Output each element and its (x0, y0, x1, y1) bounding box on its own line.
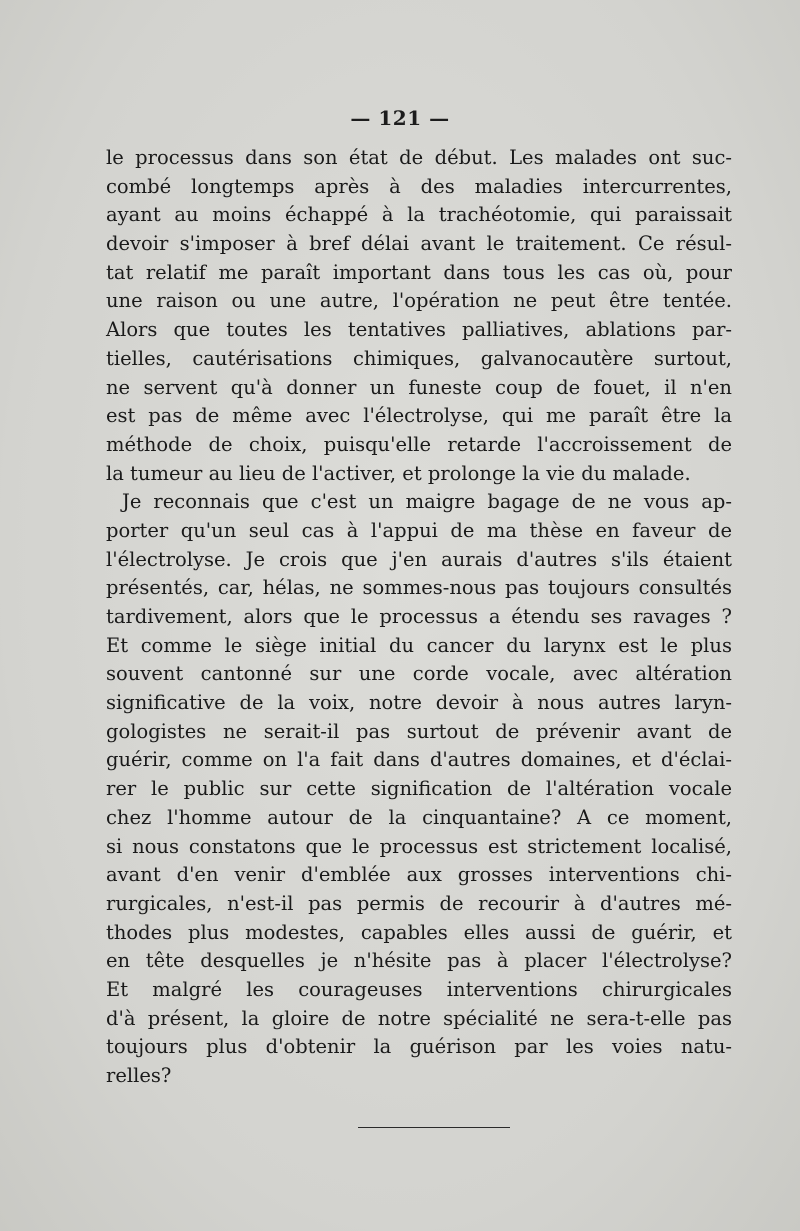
text-line: tat relatif me paraît important dans tous les cas où, pour (106, 260, 732, 284)
text-line: relles? (106, 1064, 172, 1087)
text-line: thodes plus modestes, capables elles aussi de guérir, et (106, 920, 732, 944)
body-text (106, 144, 732, 1091)
text-line: ayant au moins échappé à la trachéotomie, qui paraissait (106, 203, 732, 227)
text-line: le processus dans son état de début. Les malades ont suc- (106, 146, 732, 169)
page-number: — 121 — (350, 106, 450, 130)
text-line: méthode de choix, puisqu'elle retarde l'accroissement de (106, 432, 732, 456)
text-line: d'à présent, la gloire de notre spécialité ne sera-t-elle pas (106, 1006, 732, 1030)
text-line: Et comme le siège initial du cancer du larynx est le plus (106, 633, 732, 657)
text-line: toujours plus d'obtenir la guérison par les voies natu- (106, 1035, 732, 1059)
text-line: tielles, cautérisations chimiques, galvanocautère surtout, (106, 346, 732, 370)
text-line: Je reconnais que c'est un maigre bagage de ne vous ap- (122, 490, 732, 514)
text-line: Alors que toutes les tentatives palliatives, ablations par- (106, 318, 732, 342)
text-line: combé longtemps après à des maladies intercurrentes, (106, 174, 732, 198)
text-line: significative de la voix, notre devoir à nous autres laryn- (106, 691, 732, 715)
text-line: devoir s'imposer à bref délai avant le traitement. Ce résul- (106, 232, 732, 256)
text-line: rurgicales, n'est-il pas permis de recourir à d'autres mé- (106, 891, 732, 915)
text-line: porter qu'un seul cas à l'appui de ma thèse en faveur de (106, 518, 732, 542)
text-line: présentés, car, hélas, ne sommes-nous pas toujours consultés (106, 576, 732, 600)
text-line: rer le public sur cette signification de l'altération vocale (106, 777, 732, 801)
text-line: chez l'homme autour de la cinquantaine? A ce moment, (106, 805, 732, 829)
text-line: avant d'en venir d'emblée aux grosses interventions chi- (106, 863, 732, 887)
text-line: ne servent qu'à donner un funeste coup de fouet, il n'en (106, 375, 732, 399)
text-line: gologistes ne serait-il pas surtout de prévenir avant de (106, 719, 732, 743)
end-rule (358, 1127, 510, 1128)
text-line: si nous constatons que le processus est strictement localisé, (106, 834, 732, 858)
text-line: guérir, comme on l'a fait dans d'autres domaines, et d'éclai- (106, 748, 732, 772)
text-line: l'électrolyse. Je crois que j'en aurais d'autres s'ils étaient (106, 547, 732, 571)
text-line: en tête desquelles je n'hésite pas à placer l'électrolyse? (106, 949, 732, 973)
text-line: souvent cantonné sur une corde vocale, avec altération (106, 662, 732, 686)
text-line: Et malgré les courageuses interventions chirurgicales (106, 977, 732, 1001)
text-line: la tumeur au lieu de l'activer, et prolonge la vie du malade. (106, 461, 691, 485)
text-line: tardivement, alors que le processus a étendu ses ravages ? (106, 605, 732, 628)
text-line: une raison ou une autre, l'opération ne peut être tentée. (106, 289, 732, 313)
text-line: est pas de même avec l'électrolyse, qui me paraît être la (106, 404, 732, 428)
